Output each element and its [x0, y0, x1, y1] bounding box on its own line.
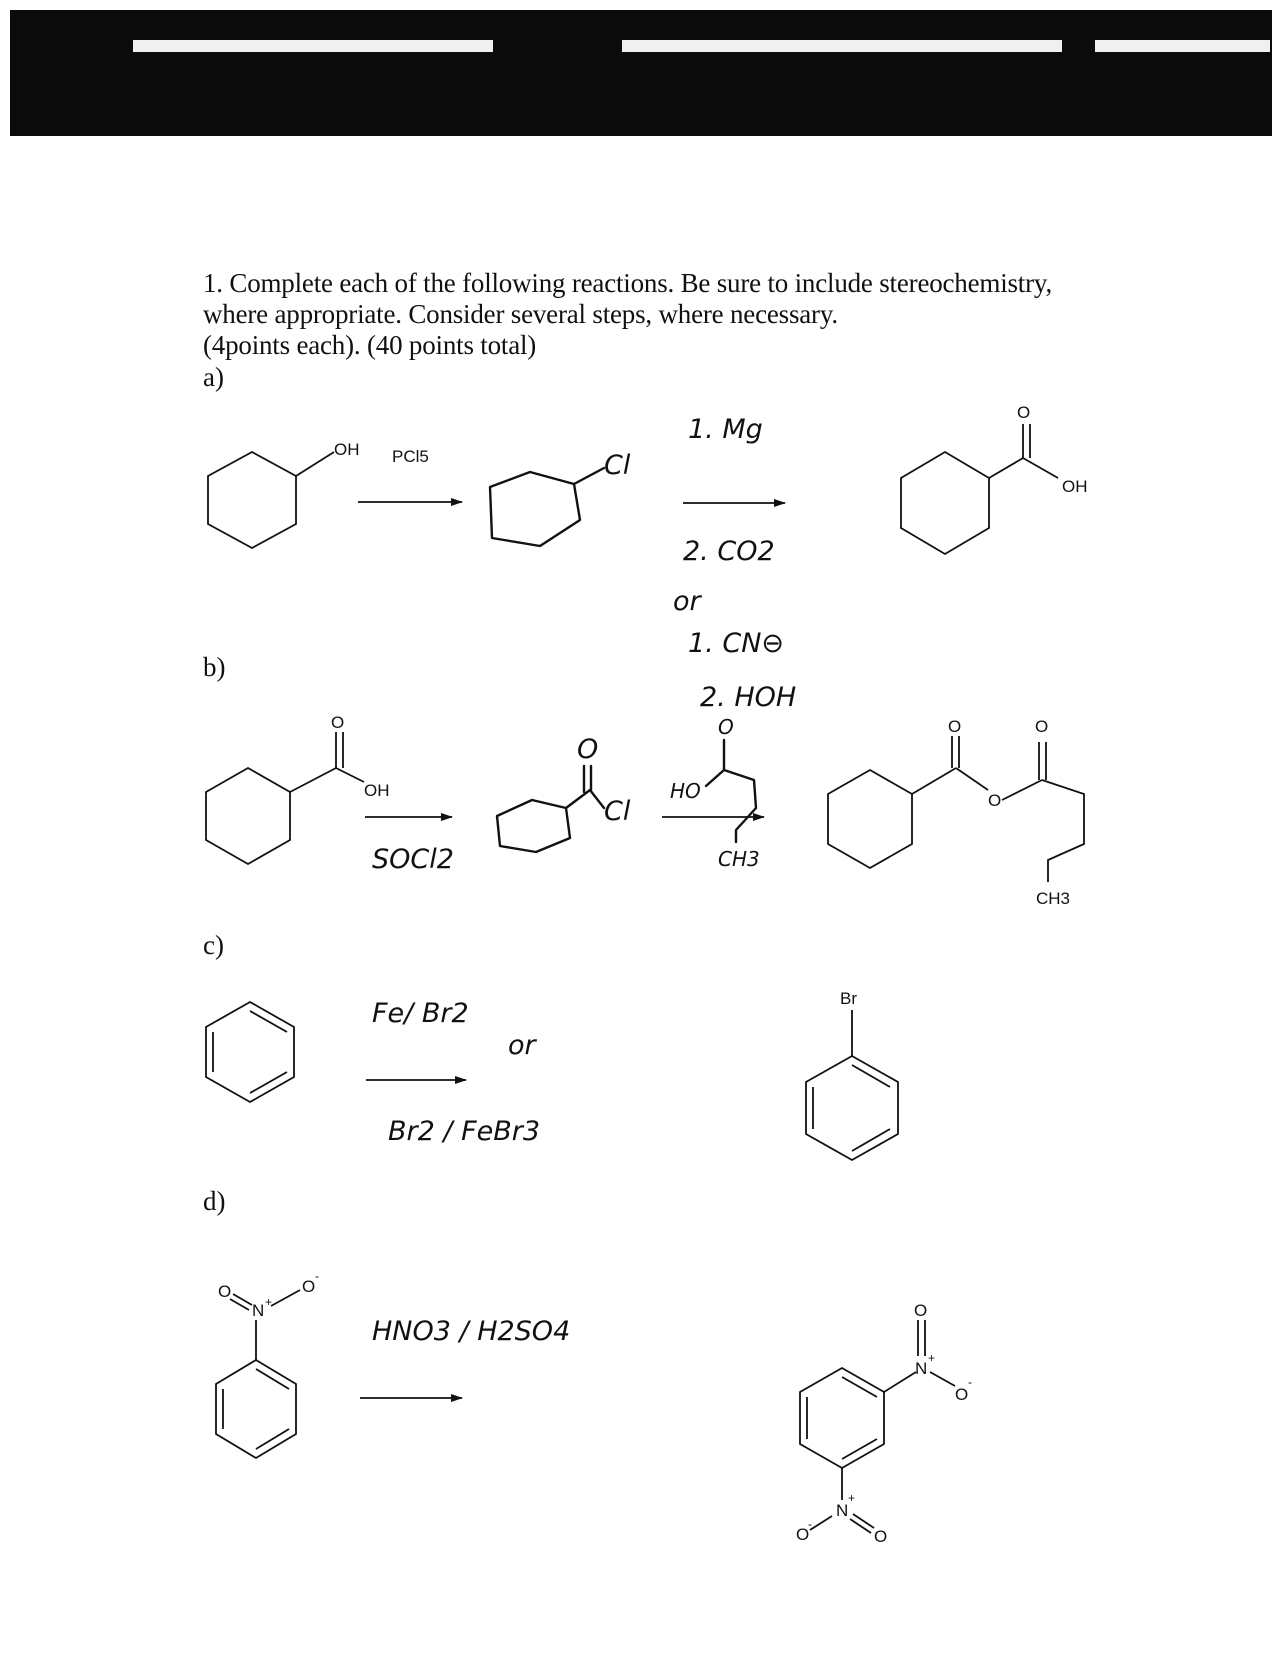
part-d-product-bottom-minus: - [808, 1517, 812, 1531]
part-c-product-br: Br [840, 989, 857, 1008]
part-b-start-oh: OH [364, 781, 390, 800]
part-b-reagent-socl2: SOCl2 [372, 844, 454, 875]
part-c-reaction [206, 989, 898, 1160]
part-a-or: or [673, 586, 701, 617]
part-d-product-top-o1: O [914, 1301, 928, 1320]
part-c-reagent-line-2: Br2 / FeBr3 [388, 1116, 541, 1147]
chlorocyclohexane-structure [490, 450, 631, 546]
part-b-product-ch3: CH3 [1036, 889, 1071, 908]
part-b-intermediate-cl: Cl [604, 796, 631, 827]
part-d-start-o1: O [218, 1282, 232, 1301]
part-b-product-o1: O [948, 717, 962, 736]
question-line-3: (4points each). (40 points total) [203, 330, 537, 360]
benzene-structure [206, 1002, 294, 1102]
part-c-reagent-line-1: Fe/ Br2 [372, 998, 469, 1029]
part-b-reagent-ch3: CH3 [718, 847, 760, 871]
question-line-1: 1. Complete each of the following reactions. Be sure to include stereochemistry, [203, 268, 1052, 298]
part-d-label: d) [203, 1186, 226, 1216]
part-b-intermediate-o: O [577, 734, 599, 765]
part-a-product-o: O [1017, 403, 1031, 422]
part-b-reagent-ho: HO [670, 779, 701, 803]
part-d-start-o2: O [302, 1277, 316, 1296]
cyclohexanecarboxylic-acid-structure [901, 403, 1088, 554]
part-d-product-top-minus: - [968, 1375, 972, 1389]
part-b-product-ester-o: O [988, 791, 1002, 810]
part-d-start-n: N [252, 1301, 265, 1320]
part-a-step-2-co2: 2. CO2 [683, 536, 775, 567]
part-d-product-top-plus: + [928, 1351, 936, 1365]
butanoic-acid-reagent [670, 715, 760, 871]
cyclohexanol-structure [208, 440, 360, 548]
part-d-reaction [216, 1269, 972, 1546]
ester-product-structure [828, 717, 1084, 908]
part-b-product-o2: O [1035, 717, 1049, 736]
part-d-product-bottom-o2: O [874, 1527, 888, 1546]
part-c-or: or [508, 1030, 536, 1061]
part-a-step-1-mg: 1. Mg [688, 414, 763, 445]
part-d-product-bottom-n: N [836, 1501, 849, 1520]
part-c-label: c) [203, 930, 224, 960]
cyclohexanecarboxylic-acid-structure [206, 713, 390, 864]
bromobenzene-structure [806, 989, 898, 1160]
meta-dinitrobenzene-structure [796, 1301, 972, 1546]
part-d-product-top-n: N [915, 1359, 928, 1378]
part-a-reagent-pcl5: PCl5 [392, 447, 429, 466]
part-d-product-bottom-o1: O [796, 1525, 810, 1544]
part-a-oh-label: OH [334, 440, 360, 459]
nitrobenzene-structure [216, 1269, 319, 1458]
part-d-product-top-o2: O [955, 1385, 969, 1404]
part-a-label: a) [203, 362, 224, 392]
part-b-start-o: O [331, 713, 345, 732]
question-line-2: where appropriate. Consider several steps, where necessary. [203, 299, 838, 329]
part-b-label: b) [203, 652, 226, 682]
part-b-reaction [206, 713, 1084, 908]
part-d-start-plus: + [265, 1295, 273, 1309]
part-a-cl-label: Cl [604, 450, 631, 481]
part-a-product-oh: OH [1062, 477, 1088, 496]
acid-chloride-structure [497, 734, 631, 852]
part-d-product-bottom-plus: + [848, 1491, 856, 1505]
part-b-reagent-o: O [718, 715, 734, 739]
part-d-reagent: HNO3 / H2SO4 [372, 1316, 571, 1347]
part-a-alt-1-cn: 1. CN⊖ [688, 628, 785, 659]
part-d-start-minus: - [315, 1269, 319, 1283]
part-a-reaction [208, 403, 1088, 713]
part-a-alt-2-hoh: 2. HOH [700, 682, 797, 713]
